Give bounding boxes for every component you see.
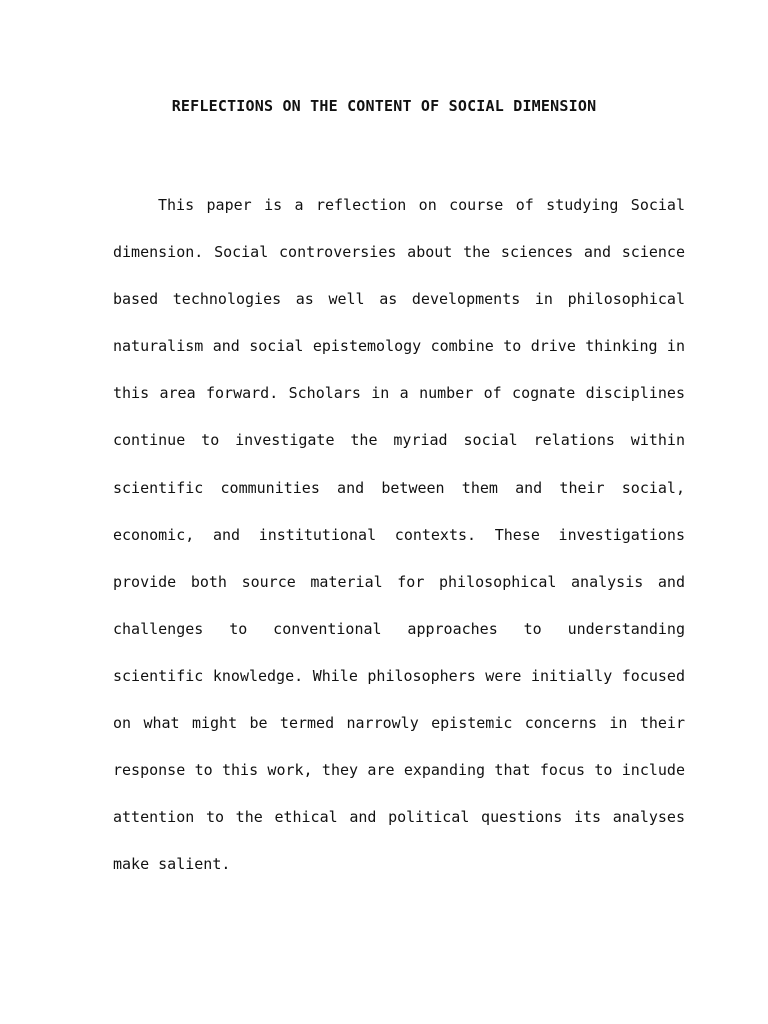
paragraph-line: This paper is a reflection on course of studying Social [158,196,685,214]
paragraph-line: scientific knowledge. While philosophers were initially focused [113,666,685,685]
paragraph-line: based technologies as well as developments in philosophical [113,290,685,309]
paragraph-line: on what might be termed narrowly epistemic concerns in their [113,714,685,733]
paragraph-line: attention to the ethical and political questions its analyses [113,808,685,827]
paragraph-line: scientific communities and between them and their social, [113,478,685,497]
paragraph-line: make salient. [113,855,231,874]
paragraph-line: dimension. Social controversies about the sciences and science [113,243,685,262]
paragraph-line: continue to investigate the myriad social relations within [113,431,685,450]
paragraph-line: provide both source material for philosophical analysis and [113,572,685,591]
paragraph-line: naturalism and social epistemology combine to drive thinking in [113,337,685,356]
paragraph-line: this area forward. Scholars in a number of cognate disciplines [113,384,685,403]
paragraph-line: challenges to conventional approaches to understanding [113,619,685,638]
body-paragraph [113,194,685,900]
document-title: REFLECTIONS ON THE CONTENT OF SOCIAL DIMENSION [171,97,597,115]
paragraph-line: response to this work, they are expanding that focus to include [113,761,685,780]
paragraph-line: economic, and institutional contexts. These investigations [113,525,685,544]
